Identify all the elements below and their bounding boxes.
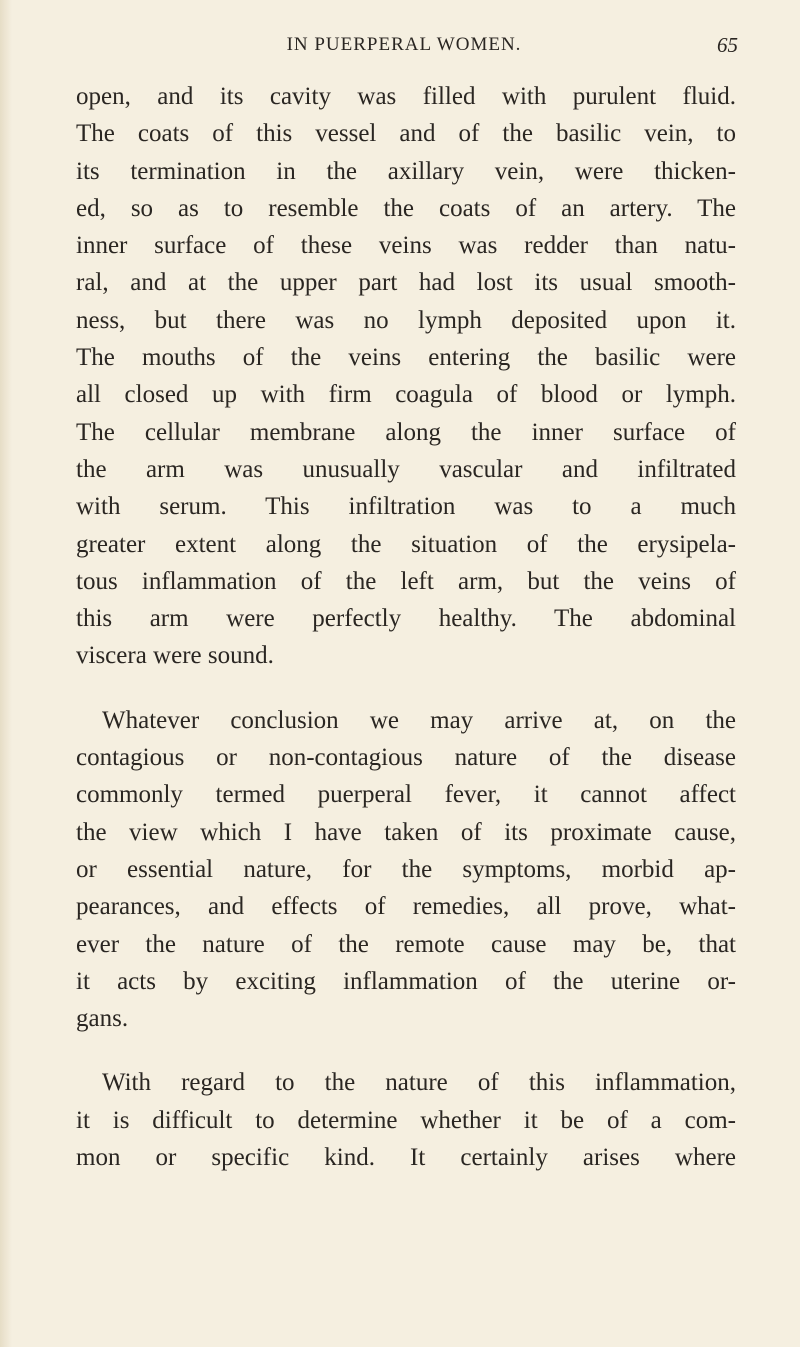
text-line: pearances, and effects of remedies, all prove, what- xyxy=(76,893,736,921)
text-line: commonly termed puerperal fever, it cannot affect xyxy=(76,781,736,809)
text-line: The mouths of the veins entering the basilic were xyxy=(76,344,736,372)
text-line: contagious or non-contagious nature of the disease xyxy=(76,744,736,772)
text-line: its termination in the axillary vein, were thicken- xyxy=(76,157,736,185)
paragraph-3 xyxy=(76,1064,736,1176)
paragraph-1 xyxy=(76,78,736,675)
text-line: the arm was unusually vascular and infiltrated xyxy=(76,455,736,483)
text-line: The coats of this vessel and of the basilic vein, to xyxy=(76,120,736,148)
running-head: IN PUERPERAL WOMEN. xyxy=(286,34,522,55)
text-line: ed, so as to resemble the coats of an artery. The xyxy=(76,194,736,222)
body-text xyxy=(76,78,736,1176)
text-line: this arm were perfectly healthy. The abdominal xyxy=(76,605,736,633)
text-line: ever the nature of the remote cause may be, that xyxy=(76,930,736,958)
text-line: tous inflammation of the left arm, but the veins of xyxy=(76,567,736,595)
text-line: the view which I have taken of its proximate cause, xyxy=(76,818,736,846)
text-line: ness, but there was no lymph deposited upon it. xyxy=(76,306,736,334)
paragraph-2 xyxy=(76,702,736,1038)
text-line: or essential nature, for the symptoms, morbid ap- xyxy=(76,855,736,883)
text-line: it is difficult to determine whether it be of a com- xyxy=(76,1106,736,1134)
text-line: gans. xyxy=(76,1005,129,1033)
text-line: ral, and at the upper part had lost its usual smooth- xyxy=(76,269,736,297)
text-line: open, and its cavity was filled with purulent fluid. xyxy=(76,83,736,110)
text-line: Whatever conclusion we may arrive at, on the xyxy=(102,706,736,734)
text-line: With regard to the nature of this inflammation, xyxy=(102,1069,736,1097)
page-edge-shadow xyxy=(0,0,12,1347)
page-number: 65 xyxy=(717,33,738,57)
text-line: inner surface of these veins was redder than natu- xyxy=(76,232,736,260)
page-header xyxy=(70,30,738,60)
text-line: greater extent along the situation of the erysipela- xyxy=(76,530,736,558)
text-line: The cellular membrane along the inner surface of xyxy=(76,418,736,446)
text-line: all closed up with firm coagula of blood or lymph. xyxy=(76,381,736,409)
text-line: mon or specific kind. It certainly arises where xyxy=(76,1144,736,1172)
text-line: it acts by exciting inflammation of the uterine or- xyxy=(76,967,736,995)
text-line: viscera were sound. xyxy=(76,642,274,670)
text-line: with serum. This infiltration was to a much xyxy=(76,493,736,521)
